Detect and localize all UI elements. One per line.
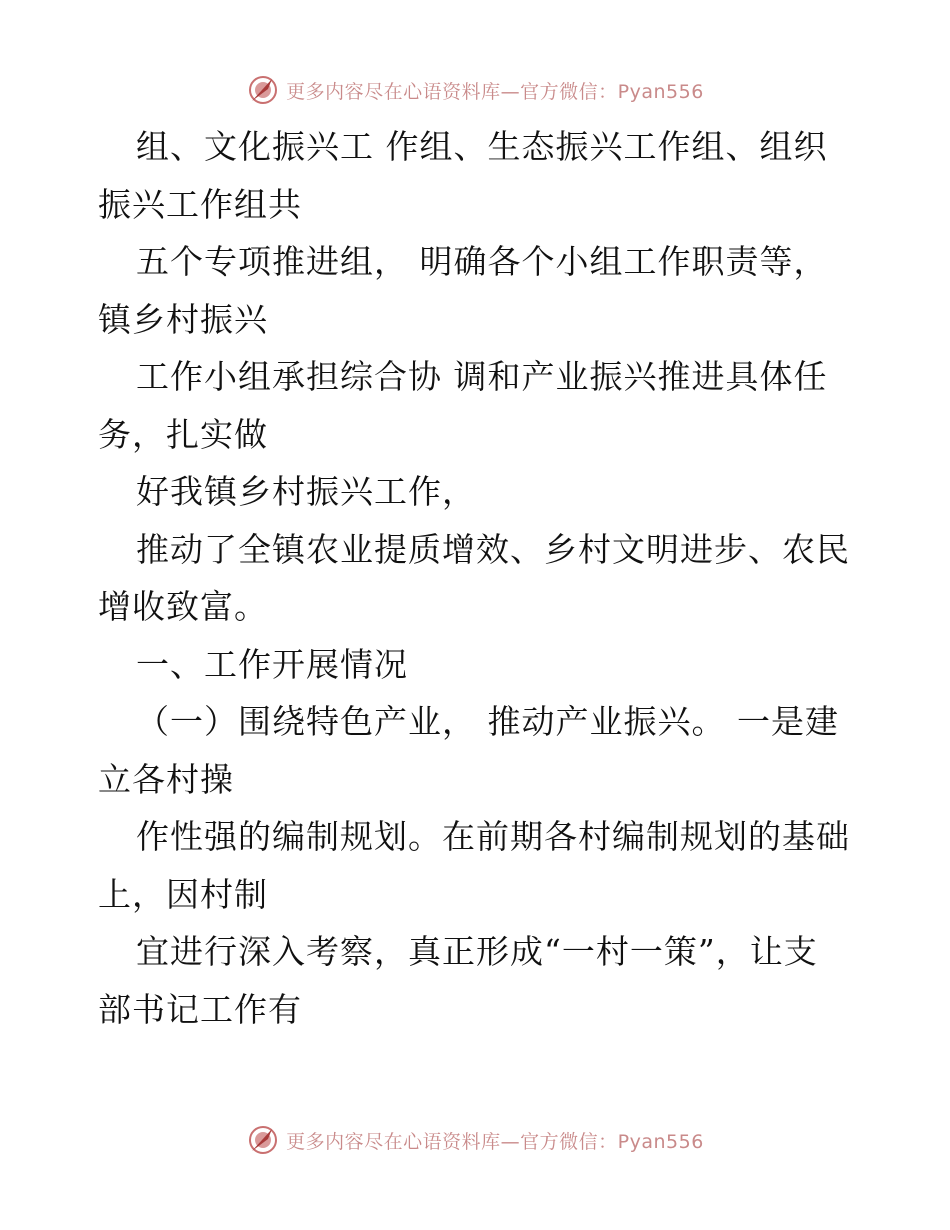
text-line: 增收致富。 xyxy=(98,587,268,626)
text-line: 五个专项推进组， 明确各个小组工作职责等， xyxy=(136,242,828,281)
text-line: 一、工作开展情况 xyxy=(136,644,408,684)
text-line: 组、文化振兴工 作组、生态振兴工作组、组织 xyxy=(136,127,828,166)
header-watermark xyxy=(0,72,950,108)
document-body xyxy=(98,118,858,1038)
text-line: 立各村操 xyxy=(98,759,234,799)
text-line: 镇乡村振兴 xyxy=(98,299,268,339)
text-line: 部书记工作有 xyxy=(98,989,302,1029)
footer-watermark xyxy=(0,1122,950,1158)
text-line: 推动了全镇农业提质增效、乡村文明进步、农民 xyxy=(136,529,850,569)
text-line: 好我镇乡村振兴工作， xyxy=(136,472,476,511)
text-line: 振兴工作组共 xyxy=(98,184,302,224)
watermark-text: 更多内容尽在心语资料库—官方微信：Pyan556 xyxy=(286,80,704,103)
watermark-text: 更多内容尽在心语资料库—官方微信：Pyan556 xyxy=(286,1130,704,1153)
text-line: 作性强的编制规划。在前期各村编制规划的基础 xyxy=(136,817,850,856)
text-line: 上，因村制 xyxy=(98,874,268,914)
text-line: 宜进行深入考察，真正形成“一村一策”，让支 xyxy=(136,932,818,971)
text-line: （一）围绕特色产业， 推动产业振兴。 一是建 xyxy=(136,702,839,741)
feather-pen-logo-icon xyxy=(246,73,280,107)
feather-pen-logo-icon xyxy=(246,1123,280,1157)
text-line: 工作小组承担综合协 调和产业振兴推进具体任 xyxy=(136,357,828,396)
text-line: 务，扎实做 xyxy=(98,414,268,454)
